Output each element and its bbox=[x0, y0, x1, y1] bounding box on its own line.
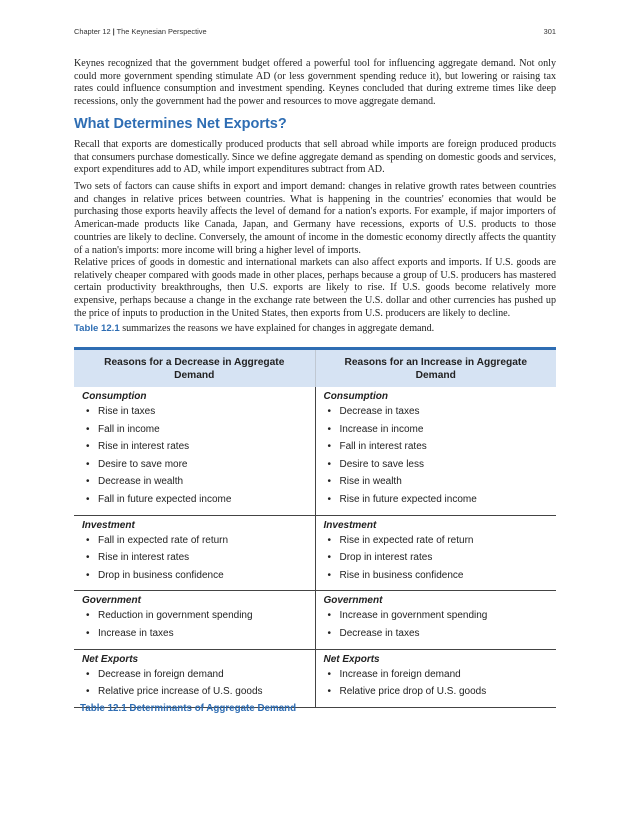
list-item: • Relative price drop of U.S. goods bbox=[328, 683, 551, 701]
table-cell-left bbox=[74, 387, 315, 515]
list-item: • Increase in government spending bbox=[328, 607, 551, 625]
table-caption: Table 12.1 Determinants of Aggregate Demand bbox=[80, 703, 297, 714]
paragraph-table-reference bbox=[74, 323, 556, 336]
list-item: • Fall in future expected income bbox=[86, 491, 309, 509]
list-item: • Desire to save less bbox=[328, 456, 551, 474]
list-item: • Drop in business confidence bbox=[86, 567, 309, 585]
list-item: • Reduction in government spending bbox=[86, 607, 309, 625]
category-label: Consumption bbox=[323, 391, 388, 402]
table-cell-left bbox=[74, 515, 315, 591]
list-item: • Desire to save more bbox=[86, 456, 309, 474]
reason-list bbox=[324, 666, 551, 701]
reason-list bbox=[324, 403, 551, 509]
list-item: • Decrease in taxes bbox=[328, 403, 551, 421]
chapter-label: Chapter 12 | The Keynesian Perspective bbox=[74, 27, 207, 36]
reason-list bbox=[82, 532, 309, 585]
table-cell-right bbox=[315, 591, 556, 649]
table-cell-left bbox=[74, 591, 315, 649]
category-label: Government bbox=[82, 595, 141, 607]
intro-paragraph: Keynes recognized that the government budget offered a powerful tool for influencing aggregate demand. Not only could more government spending stimulate AD (or less government spending reduce it), but lowering or raising tax rates could influence consumption and investment spending. Keynes concluded that during extreme times like deep recessions, only the government had the power and resources to move aggregate demand. bbox=[74, 58, 556, 108]
reason-list bbox=[82, 607, 309, 642]
page-number: 301 bbox=[543, 27, 556, 36]
list-item: • Fall in expected rate of return bbox=[86, 532, 309, 550]
list-item: • Fall in income bbox=[86, 421, 309, 439]
reason-list bbox=[82, 666, 309, 701]
category-label: Investment bbox=[82, 519, 135, 531]
category-label: Government bbox=[323, 595, 383, 607]
table-header-row bbox=[74, 349, 556, 388]
list-item: • Increase in foreign demand bbox=[328, 666, 551, 684]
list-item: • Rise in expected rate of return bbox=[328, 532, 551, 550]
list-item: • Rise in wealth bbox=[328, 473, 551, 491]
category-label: Consumption bbox=[82, 391, 147, 402]
table-reference-link[interactable]: Table 12.1 bbox=[74, 323, 120, 334]
category-label: Net Exports bbox=[323, 653, 380, 665]
running-header bbox=[74, 27, 556, 36]
list-item: • Rise in interest rates bbox=[86, 438, 309, 456]
list-item: • Fall in interest rates bbox=[328, 438, 551, 456]
header-increase: Reasons for an Increase in Aggregate Demand bbox=[315, 349, 556, 388]
table-cell-right bbox=[315, 649, 556, 707]
list-item: • Decrease in taxes bbox=[328, 625, 551, 643]
list-item: • Increase in income bbox=[328, 421, 551, 439]
list-item: • Rise in taxes bbox=[86, 403, 309, 421]
paragraph-relative-prices: Relative prices of goods in domestic and international markets can also affect exports and imports. If U.S. goods are relatively cheaper compared with goods made in other places, perhaps because a group of U.S. producers has mastered certain productivity breakthroughs, then U.S. exports are likely to rise. If U.S. goods become relatively more expensive, perhaps because a change in the exchange rate between the U.S. dollar and other currencies has pushed up the price of inputs to production in the United States, then exports from U.S. producers are likely to decline. bbox=[74, 257, 556, 319]
table-row bbox=[74, 387, 556, 515]
determinants-table bbox=[74, 347, 556, 708]
table-reference-text: summarizes the reasons we have explained for changes in aggregate demand. bbox=[119, 323, 435, 334]
table-row bbox=[74, 649, 556, 707]
list-item: • Rise in interest rates bbox=[86, 549, 309, 567]
reason-list bbox=[324, 532, 551, 585]
reason-list bbox=[82, 403, 309, 509]
header-decrease: Reasons for a Decrease in Aggregate Demand bbox=[74, 349, 315, 388]
table-cell-left bbox=[74, 649, 315, 707]
table-cell-right bbox=[315, 515, 556, 591]
list-item: • Drop in interest rates bbox=[328, 549, 551, 567]
table-row bbox=[74, 591, 556, 649]
paragraph-exports-definition: Recall that exports are domestically produced products that sell abroad while imports are foreign produced products that consumers purchase domestically. Since we define aggregate demand as spending on domestic goods and services, export expenditures add to AD, while import expenditures subtract from AD. bbox=[74, 139, 556, 176]
category-label: Net Exports bbox=[82, 653, 139, 665]
category-label: Investment bbox=[323, 519, 377, 531]
table-row bbox=[74, 515, 556, 591]
list-item: • Relative price increase of U.S. goods bbox=[86, 683, 309, 701]
list-item: • Rise in business confidence bbox=[328, 567, 551, 585]
table-body bbox=[74, 387, 556, 707]
list-item: • Decrease in wealth bbox=[86, 473, 309, 491]
list-item: • Increase in taxes bbox=[86, 625, 309, 643]
list-item: • Rise in future expected income bbox=[328, 491, 551, 509]
reason-list bbox=[324, 607, 551, 642]
list-item: • Decrease in foreign demand bbox=[86, 666, 309, 684]
section-heading: What Determines Net Exports? bbox=[74, 116, 287, 132]
paragraph-shift-factors: Two sets of factors can cause shifts in export and import demand: changes in relative growth rates between countries and changes in relative prices between countries. What is happening in the countries' economies that would be purchasing those exports heavily affects the level of demand for a nation's exports. For example, if major importers of American-made products like Canada, Japan, and Germany have recessions, exports of U.S. products to those countries are likely to decline. Conversely, the amount of income in the domestic economy directly affects the quantity of a nation's imports: more income will bring a higher level of imports. bbox=[74, 181, 556, 256]
table-cell-right bbox=[315, 387, 556, 515]
